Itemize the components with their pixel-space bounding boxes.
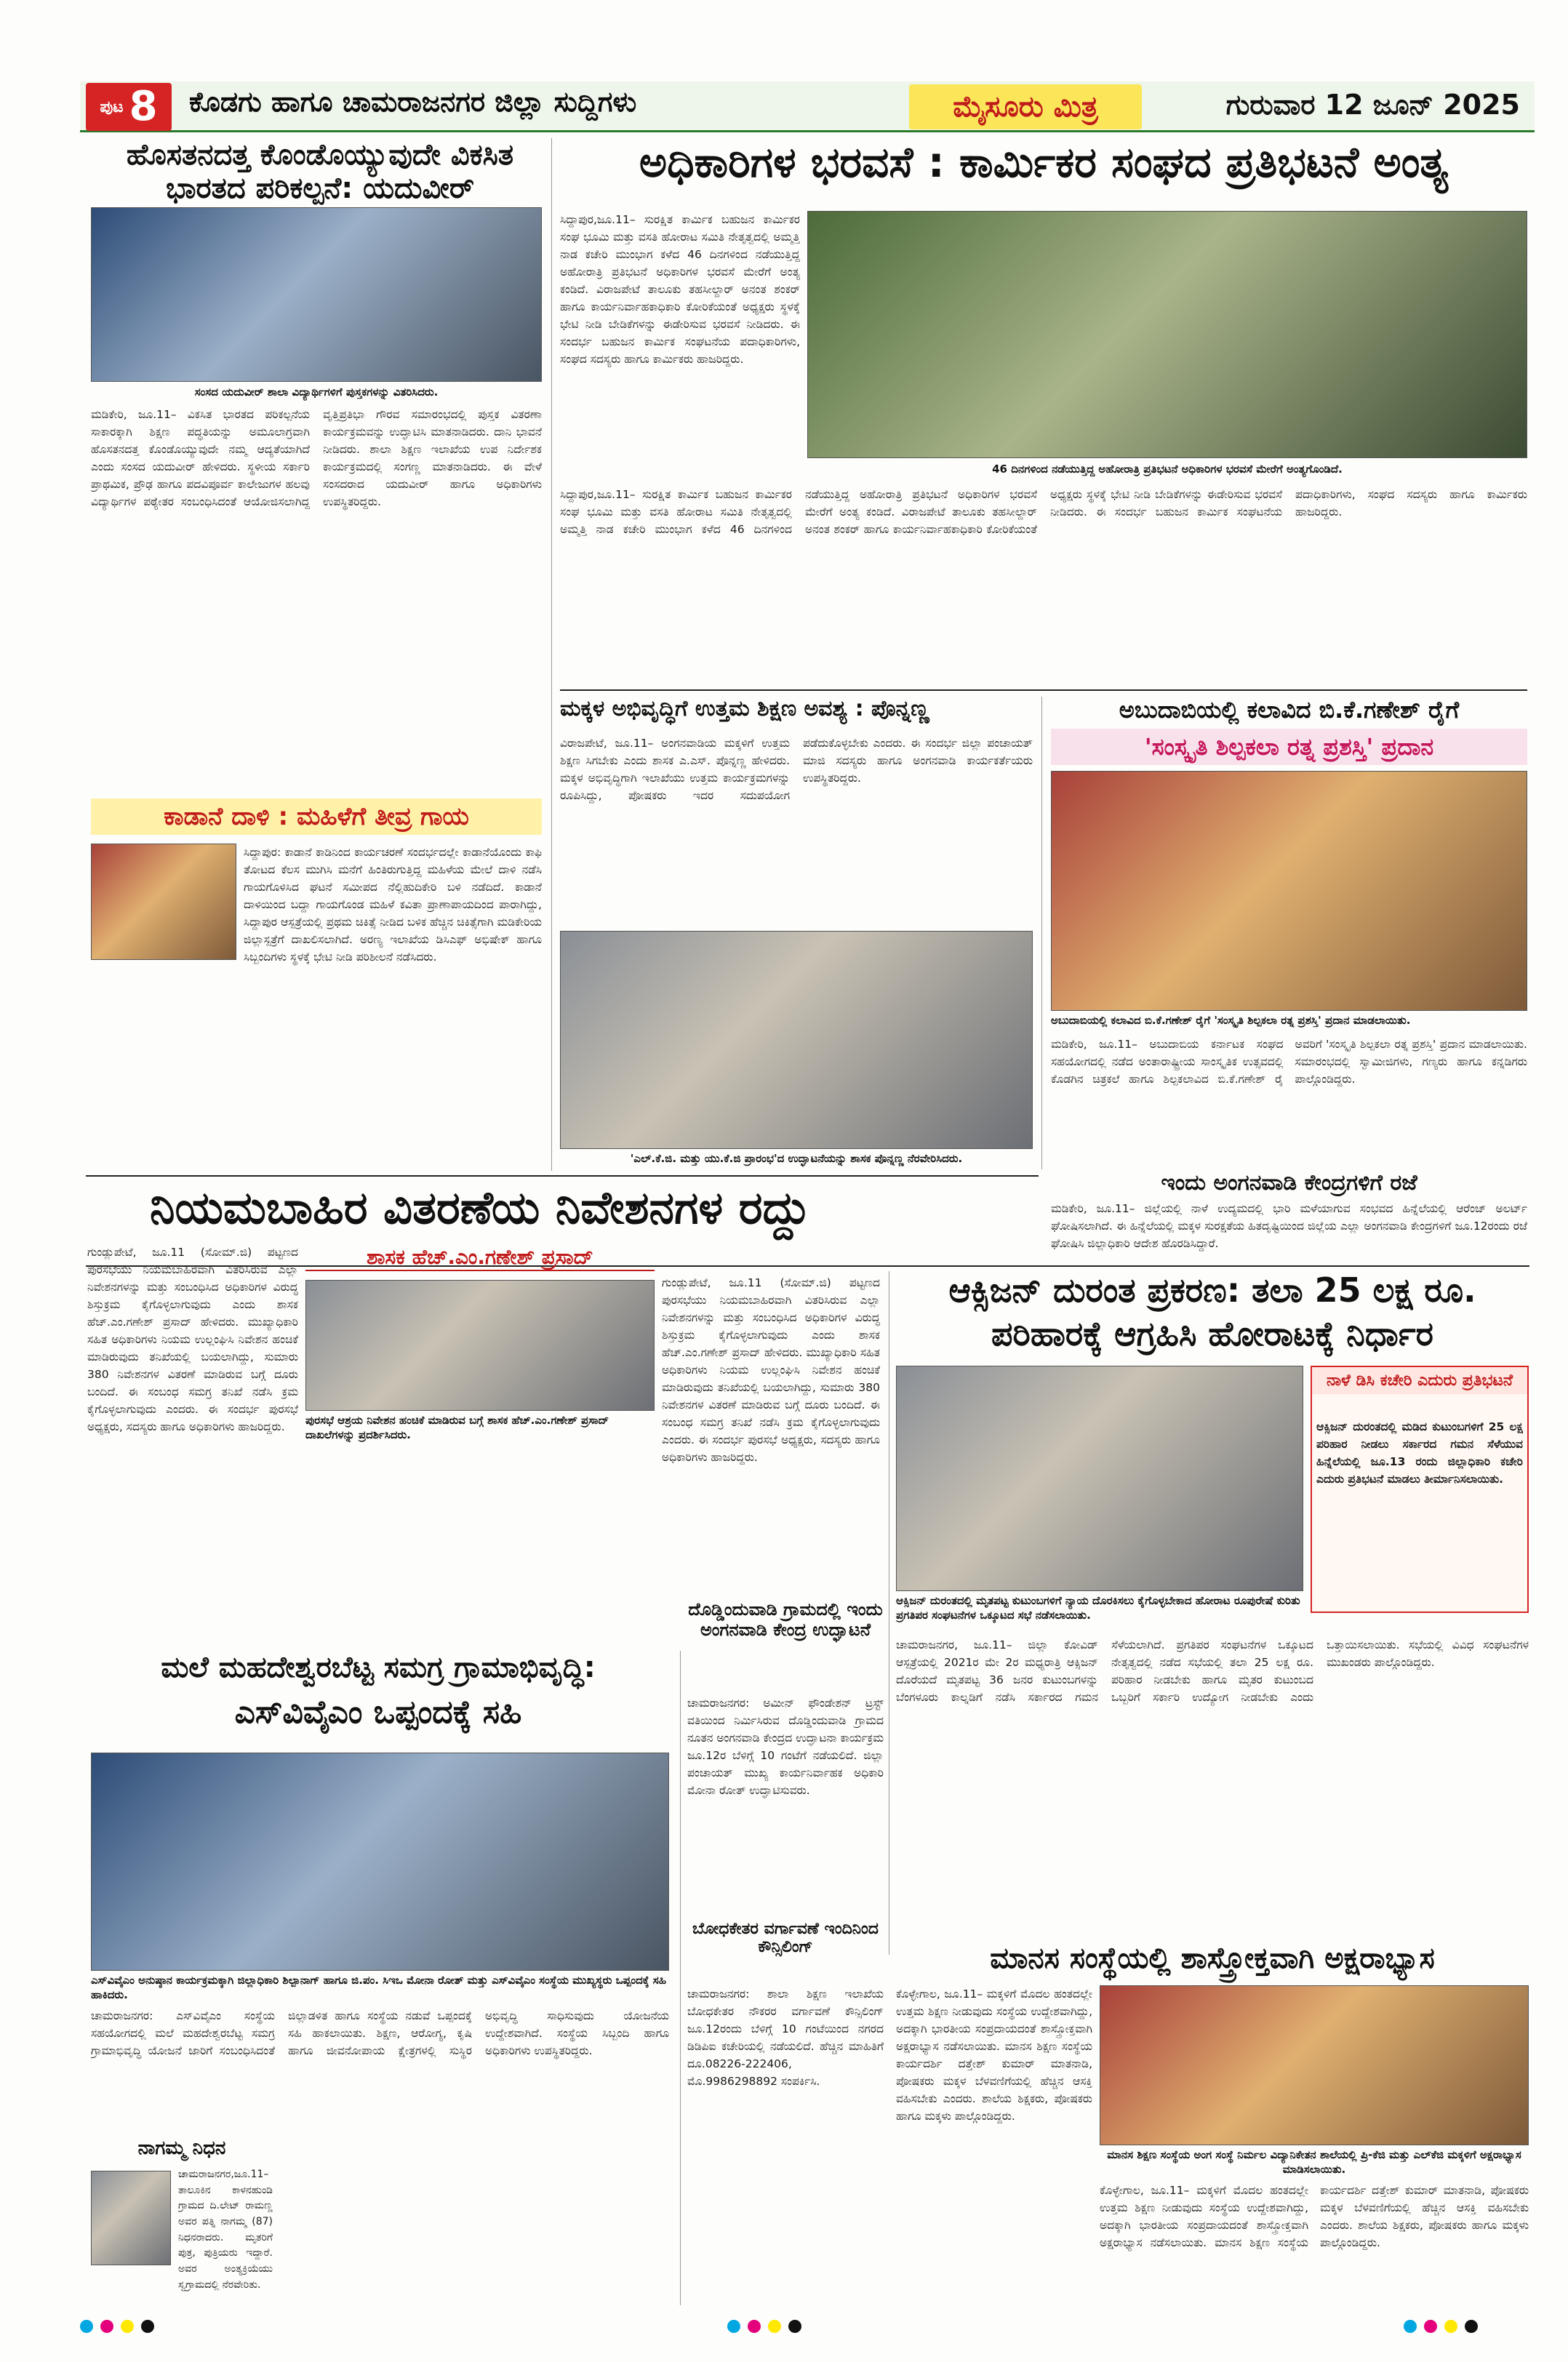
story1-caption: ಸಂಸದ ಯದುವೀರ್ ಶಾಲಾ ವಿದ್ಯಾರ್ಥಿಗಳಿಗೆ ಪುಸ್ತಕಗಳನ್ನು ವಿತರಿಸಿದರು. bbox=[194, 385, 439, 399]
story3-body: ವಿರಾಜಪೇಟೆ, ಜೂ.11– ಅಂಗನವಾಡಿಯ ಮಕ್ಕಳಿಗೆ ಉತ್ತಮ ಶಿಕ್ಷಣ ಸಿಗಬೇಕು ಎಂದು ಶಾಸಕ ಎ.ಎಸ್. ಪೊನ್ನಣ್ಣ ಹೇಳಿದರು. ಮಕ್ಕಳ ಅಭಿವೃದ್ಧಿಗಾಗಿ ಇಲಾಖೆಯು ಉತ್ತಮ ಕಾರ್ಯಕ್ರಮಗಳನ್ನು ರೂಪಿಸಿದ್ದು, ಪೋಷಕರು ಇದರ ಸದುಪಯೋಗ ಪಡೆದುಕೊಳ್ಳಬೇಕು ಎಂದರು. ಈ ಸಂದರ್ಭ ಜಿಲ್ಲಾ ಪಂಚಾಯತ್ ಮಾಜಿ ಸದಸ್ಯರು ಹಾಗೂ ಅಂಗನವಾಡಿ ಕಾರ್ಯಕರ್ತೆಯರು ಉಪಸ್ಥಿತರಿದ್ದರು. bbox=[560, 737, 1033, 803]
kadane-headline: ಕಾಡಾನೆ ದಾಳಿ : ಮಹಿಳೆಗೆ ತೀವ್ರ ಗಾಯ bbox=[91, 798, 542, 835]
black-dot bbox=[141, 2320, 154, 2333]
story4-body: ಮಡಿಕೇರಿ, ಜೂ.11– ಅಬುದಾಬಿಯ ಕರ್ನಾಟಕ ಸಂಘದ ಸಹಯೋಗದಲ್ಲಿ ನಡೆದ ಅಂತಾರಾಷ್ಟ್ರೀಯ ಸಾಂಸ್ಕೃತಿಕ ಉತ್ಸವದಲ್ಲಿ ಕೊಡಗಿನ ಚಿತ್ರಕಲೆ ಹಾಗೂ ಶಿಲ್ಪಕಲಾವಿದ ಬಿ.ಕೆ.ಗಣೇಶ್ ರೈ ಅವರಿಗೆ 'ಸಂಸ್ಕೃತಿ ಶಿಲ್ಪಕಲಾ ರತ್ನ ಪ್ರಶಸ್ತಿ' ಪ್ರದಾನ ಮಾಡಲಾಯಿತು. ಸಮಾರಂಭದಲ್ಲಿ ಸ್ವಾಮೀಜಿಗಳು, ಗಣ್ಯರು ಹಾಗೂ ಕನ್ನಡಿಗರು ಪಾಲ್ಗೊಂಡಿದ್ದರು. bbox=[1051, 1038, 1527, 1086]
story10-headline: ಬೋಧಕೇತರ ವರ್ಗಾವಣೆ ಇಂದಿನಿಂದ ಕೌನ್ಸಿಲಿಂಗ್ bbox=[692, 1920, 879, 1957]
story4-headline-2: 'ಸಂಸ್ಕೃತಿ ಶಿಲ್ಪಕಲಾ ರತ್ನ ಪ್ರಶಸ್ತಿ' ಪ್ರದಾನ bbox=[1051, 729, 1527, 765]
story6-banner: ಶಾಸಕ ಹೆಚ್.ಎಂ.ಗಣೇಶ್ ಪ್ರಸಾದ್ bbox=[305, 1245, 655, 1271]
magenta-dot bbox=[748, 2320, 761, 2333]
story4-headline-1: ಅಬುದಾಬಿಯಲ್ಲಿ ಕಲಾವಿದ ಬಿ.ಕೆ.ಗಣೇಶ್ ರೈಗೆ bbox=[1119, 696, 1460, 724]
story8-caption: ಎಸ್‌ವಿವೈಎಂ ಅನುಷ್ಠಾನ ಕಾರ್ಯಕ್ರಮಕ್ಕಾಗಿ ಜಿಲ್ಲಾಧಿಕಾರಿ ಶಿಲ್ಪಾನಾಗ್ ಹಾಗೂ ಜಿ.ಪಂ. ಸಿಇಒ ಮೋನಾ ರೋತ್ ಮತ್ತು ಎಸ್‌ವಿವೈಎಂ ಸಂಸ್ಥೆಯ ಮುಖ್ಯಸ್ಥರು ಒಪ್ಪಂದಕ್ಕೆ ಸಹಿ ಹಾಕಿದರು. bbox=[91, 1974, 667, 2001]
cyan-dot bbox=[727, 2320, 740, 2333]
story9-body: ಚಾಮರಾಜನಗರ: ಅಮೀನ್ ಫೌಂಡೇಶನ್ ಟ್ರಸ್ಟ್ ವತಿಯಿಂದ ನಿರ್ಮಿಸಿರುವ ದೊಡ್ಡಿಂದುವಾಡಿ ಗ್ರಾಮದ ನೂತನ ಅಂಗನವಾಡಿ ಕೇಂದ್ರದ ಉದ್ಘಾಟನಾ ಕಾರ್ಯಕ್ರಮ ಜೂ.12ರ ಬೆಳಿಗ್ಗೆ 10 ಗಂಟೆಗೆ ನಡೆಯಲಿದೆ. ಜಿಲ್ಲಾ ಪಂಚಾಯತ್ ಮುಖ್ಯ ಕಾರ್ಯನಿರ್ವಾಹಕ ಅಧಿಕಾರಿ ಮೋನಾ ರೋತ್ ಉದ್ಘಾಟಿಸುವರು. bbox=[687, 1697, 884, 1798]
obit-photo bbox=[91, 2171, 171, 2265]
story7-caption: ಆಕ್ಸಿಜನ್ ದುರಂತದಲ್ಲಿ ಮೃತಪಟ್ಟ ಕುಟುಂಬಗಳಿಗೆ ನ್ಯಾಯ ದೊರಕಿಸಲು ಕೈಗೊಳ್ಳಬೇಕಾದ ಹೋರಾಟ ರೂಪುರೇಷೆ ಕುರಿತು ಪ್ರಗತಿಪರ ಸಂಘಟನೆಗಳ ಒಕ್ಕೂಟದ ಸಭೆ ನಡೆಸಲಾಯಿತು. bbox=[896, 1594, 1300, 1622]
registration-dots-right bbox=[1404, 2320, 1478, 2333]
story10-body: ಚಾಮರಾಜನಗರ: ಶಾಲಾ ಶಿಕ್ಷಣ ಇಲಾಖೆಯ ಬೋಧಕೇತರ ನೌಕರರ ವರ್ಗಾವಣೆ ಕೌನ್ಸಿಲಿಂಗ್ ಜೂ.12ರಂದು ಬೆಳಿಗ್ಗೆ 10 ಗಂಟೆಯಿಂದ ನಗರದ ಡಿಡಿಪಿಐ ಕಚೇರಿಯಲ್ಲಿ ನಡೆಯಲಿದೆ. ಹೆಚ್ಚಿನ ಮಾಹಿತಿಗೆ ದೂ.08226-222406, ಮೊ.9986298892 ಸಂಪರ್ಕಿಸಿ. bbox=[687, 1987, 884, 2089]
story3-photo bbox=[560, 931, 1033, 1149]
magenta-dot bbox=[100, 2320, 113, 2333]
story6-body: ಗುಂಡ್ಲುಪೇಟೆ, ಜೂ.11 (ಸೋಮ್.ಜಿ) ಪಟ್ಟಣದ ಪುರಸಭೆಯು ನಿಯಮಬಾಹಿರವಾಗಿ ವಿತರಿಸಿರುವ ಎಲ್ಲಾ ನಿವೇಶನಗಳನ್ನು ಮತ್ತು ಸಂಬಂಧಿಸಿದ ಅಧಿಕಾರಿಗಳ ವಿರುದ್ಧ ಶಿಸ್ತುಕ್ರಮ ಕೈಗೊಳ್ಳಲಾಗುವುದು ಎಂದು ಶಾಸಕ ಹೆಚ್.ಎಂ.ಗಣೇಶ್ ಪ್ರಸಾದ್ ಹೇಳಿದರು. ಮುಖ್ಯಾಧಿಕಾರಿ ಸಹಿತ ಅಧಿಕಾರಿಗಳು ನಿಯಮ ಉಲ್ಲಂಘಿಸಿ ನಿವೇಶನ ಹಂಚಿಕೆ ಮಾಡಿರುವುದು ತನಿಖೆಯಲ್ಲಿ ಬಯಲಾಗಿದ್ದು, ಸುಮಾರು 380 ನಿವೇಶನಗಳ ವಿತರಣೆ ಮಾಡಿರುವ ಬಗ್ಗೆ ದೂರು ಬಂದಿದೆ. ಈ ಸಂಬಂಧ ಸಮಗ್ರ ತನಿಖೆ ನಡೆಸಿ ಕ್ರಮ ಕೈಗೊಳ್ಳಲಾಗುವುದು ಎಂದರು. ಈ ಸಂದರ್ಭ ಪುರಸಭೆ ಅಧ್ಯಕ್ಷರು, ಸದಸ್ಯರು ಹಾಗೂ ಅಧಿಕಾರಿಗಳು ಹಾಜರಿದ್ದರು. bbox=[87, 1246, 298, 1434]
issue-date: ಗುರುವಾರ 12 ಜೂನ್ 2025 bbox=[1225, 89, 1520, 121]
story6-body-2: ಗುಂಡ್ಲುಪೇಟೆ, ಜೂ.11 (ಸೋಮ್.ಜಿ) ಪಟ್ಟಣದ ಪುರಸಭೆಯು ನಿಯಮಬಾಹಿರವಾಗಿ ವಿತರಿಸಿರುವ ಎಲ್ಲಾ ನಿವೇಶನಗಳನ್ನು ಮತ್ತು ಸಂಬಂಧಿಸಿದ ಅಧಿಕಾರಿಗಳ ವಿರುದ್ಧ ಶಿಸ್ತುಕ್ರಮ ಕೈಗೊಳ್ಳಲಾಗುವುದು ಎಂದು ಶಾಸಕ ಹೆಚ್.ಎಂ.ಗಣೇಶ್ ಪ್ರಸಾದ್ ಹೇಳಿದರು. ಮುಖ್ಯಾಧಿಕಾರಿ ಸಹಿತ ಅಧಿಕಾರಿಗಳು ನಿಯಮ ಉಲ್ಲಂಘಿಸಿ ನಿವೇಶನ ಹಂಚಿಕೆ ಮಾಡಿರುವುದು ತನಿಖೆಯಲ್ಲಿ ಬಯಲಾಗಿದ್ದು, ಸುಮಾರು 380 ನಿವೇಶನಗಳ ವಿತರಣೆ ಮಾಡಿರುವ ಬಗ್ಗೆ ದೂರು ಬಂದಿದೆ. ಈ ಸಂಬಂಧ ಸಮಗ್ರ ತನಿಖೆ ನಡೆಸಿ ಕ್ರಮ ಕೈಗೊಳ್ಳಲಾಗುವುದು ಎಂದರು. ಈ ಸಂದರ್ಭ ಪುರಸಭೆ ಅಧ್ಯಕ್ಷರು, ಸದಸ್ಯರು ಹಾಗೂ ಅಧಿಕಾರಿಗಳು ಹಾಜರಿದ್ದರು. bbox=[662, 1276, 880, 1465]
story6-headline: ನಿಯಮಬಾಹಿರ ವಿತರಣೆಯ ನಿವೇಶನಗಳ ರದ್ದು bbox=[150, 1181, 810, 1234]
yellow-dot bbox=[1444, 2320, 1457, 2333]
black-dot bbox=[788, 2320, 801, 2333]
column-divider-1 bbox=[551, 138, 552, 1171]
section-title: ಕೊಡಗು ಹಾಗೂ ಚಾಮರಾಜನಗರ ಜಿಲ್ಲಾ ಸುದ್ದಿಗಳು bbox=[189, 86, 637, 118]
divider-horizontal-2 bbox=[86, 1265, 1529, 1267]
story11-photo bbox=[1100, 1985, 1529, 2145]
page-label: ಪುಟ bbox=[100, 97, 124, 116]
story11-headline: ಮಾನಸ ಸಂಸ್ಥೆಯಲ್ಲಿ ಶಾಸ್ತ್ರೋಕ್ತವಾಗಿ ಅಕ್ಷರಾಭ್ಯಾಸ bbox=[990, 1942, 1435, 1975]
page-number: 8 bbox=[129, 83, 158, 130]
registration-dots-left bbox=[80, 2320, 154, 2333]
divider-horizontal bbox=[86, 1175, 1039, 1177]
story7-photo bbox=[896, 1366, 1303, 1591]
kadane-body: ಸಿದ್ದಾಪುರ: ಕಾಡಾನೆ ಕಾಡಿನಿಂದ ಕಾರ್ಯಚರಣೆ ಸಂದರ್ಭದಲ್ಲೇ ಕಾಡಾನೆಯೊಂದು ಕಾಫಿ ತೋಟದ ಕೆಲಸ ಮುಗಿಸಿ ಮನೆಗೆ ಹಿಂತಿರುಗುತ್ತಿದ್ದ ಮಹಿಳೆಯ ಮೇಲೆ ದಾಳಿ ನಡೆಸಿ ಗಾಯಗೊಳಿಸಿದ ಘಟನೆ ಸಮೀಪದ ನೆಲ್ಲಿಹುದಿಕೇರಿ ಬಳಿ ನಡೆದಿದೆ. ಕಾಡಾನೆ ದಾಳಿಯಿಂದ ಬದ್ದಾ ಗಾಯಗೊಂಡ ಮಹಿಳೆ ಕವಿತಾ ಪ್ರಾಣಾಪಾಯದಿಂದ ಪಾರಾಗಿದ್ದು, ಸಿದ್ದಾಪುರ ಆಸ್ಪತ್ರೆಯಲ್ಲಿ ಪ್ರಥಮ ಚಿಕಿತ್ಸೆ ನೀಡಿದ ಬಳಿಕ ಹೆಚ್ಚಿನ ಚಿಕಿತ್ಸೆಗಾಗಿ ಮಡಿಕೇರಿಯ ಜಿಲ್ಲಾಸ್ಪತ್ರೆಗೆ ದಾಖಲಿಸಲಾಗಿದೆ. ಅರಣ್ಯ ಇಲಾಖೆಯ ಡಿಸಿಎಫ್ ಅಭಿಷೇಕ್ ಹಾಗೂ ಸಿಬ್ಬಂದಿಗಳು ಸ್ಥಳಕ್ಕೆ ಭೇಟಿ ನೀಡಿ ಪರಿಶೀಲನೆ ನಡೆಸಿದರು. bbox=[244, 846, 542, 964]
story2-headline: ಅಧಿಕಾರಿಗಳ ಭರವಸೆ : ಕಾರ್ಮಿಕರ ಸಂಘದ ಪ್ರತಿಭಟನೆ ಅಂತ್ಯ bbox=[639, 137, 1449, 187]
story2-body-lead: ಸಿದ್ದಾಪುರ,ಜೂ.11– ಸುರಕ್ಷಿತ ಕಾರ್ಮಿಕ ಬಹುಜನ ಕಾರ್ಮಿಕರ ಸಂಘ ಭೂಮಿ ಮತ್ತು ವಸತಿ ಹೋರಾಟ ಸಮಿತಿ ನೇತೃತ್ವದಲ್ಲಿ ಅಮ್ಮತ್ತಿ ನಾಡ ಕಚೇರಿ ಮುಂಭಾಗ ಕಳೆದ 46 ದಿನಗಳಿಂದ ನಡೆಯುತ್ತಿದ್ದ ಅಹೋರಾತ್ರಿ ಪ್ರತಿಭಟನೆ ಅಧಿಕಾರಿಗಳ ಭರವಸೆ ಮೇರೆಗೆ ಅಂತ್ಯ ಕಂಡಿದೆ. ವಿರಾಜಪೇಟೆ ತಾಲೂಕು ತಹಸೀಲ್ದಾರ್ ಅನಂತ ಶಂಕರ್ ಹಾಗೂ ಕಾರ್ಯನಿರ್ವಾಹಕಾಧಿಕಾರಿ ಕೋರಿಕೆಯಂತೆ ಅಧ್ಯಕ್ಷರು ಸ್ಥಳಕ್ಕೆ ಭೇಟಿ ನೀಡಿ ಬೇಡಿಕೆಗಳನ್ನು ಈಡೇರಿಸುವ ಭರವಸೆ ನೀಡಿದರು. ಈ ಸಂದರ್ಭ ಬಹುಜನ ಕಾರ್ಮಿಕ ಸಂಘಟನೆಯ ಪದಾಧಿಕಾರಿಗಳು, ಸಂಘದ ಸದಸ್ಯರು ಹಾಗೂ ಕಾರ್ಮಿಕರು ಹಾಜರಿದ್ದರು. bbox=[560, 213, 800, 367]
story2-caption: 46 ದಿನಗಳಿಂದ ನಡೆಯುತ್ತಿದ್ದ ಅಹೋರಾತ್ರಿ ಪ್ರತಿಭಟನೆ ಅಧಿಕಾರಿಗಳ ಭರವಸೆ ಮೇರೆಗೆ ಅಂತ್ಯಗೊಂಡಿದೆ. bbox=[992, 463, 1343, 476]
story4-caption: ಅಬುದಾಬಿಯಲ್ಲಿ ಕಲಾವಿದ ಬಿ.ಕೆ.ಗಣೇಶ್ ರೈಗೆ 'ಸಂಸ್ಕೃತಿ ಶಿಲ್ಪಕಲಾ ರತ್ನ ಪ್ರಶಸ್ತಿ' ಪ್ರದಾನ ಮಾಡಲಾಯಿತು. bbox=[1051, 1014, 1411, 1027]
story1-headline: ಹೊಸತನದತ್ತ ಕೊಂಡೊಯ್ಯುವುದೇ ವಿಕಸಿತ ಭಾರತದ ಪರಿಕಲ್ಪನೆ: ಯದುವೀರ್ bbox=[126, 138, 514, 205]
kadane-photo bbox=[91, 844, 236, 960]
divider-mid bbox=[560, 689, 1527, 691]
magenta-dot bbox=[1424, 2320, 1437, 2333]
story7-headline-1: ಆಕ್ಸಿಜನ್ ದುರಂತ ಪ್ರಕರಣ: ತಲಾ 25 ಲಕ್ಷ ರೂ. bbox=[948, 1270, 1476, 1310]
story9-headline: ದೊಡ್ಡಿಂದುವಾಡಿ ಗ್ರಾಮದಲ್ಲಿ ಇಂದು ಅಂಗನವಾಡಿ ಕೇಂದ್ರ ಉದ್ಘಾಟನೆ bbox=[688, 1599, 883, 1640]
cyan-dot bbox=[80, 2320, 93, 2333]
story5-body: ಮಡಿಕೇರಿ, ಜೂ.11– ಜಿಲ್ಲೆಯಲ್ಲಿ ನಾಳೆ ಉದ್ಯಮದಲ್ಲಿ ಭಾರಿ ಮಳೆಯಾಗುವ ಸಂಭವದ ಹಿನ್ನೆಲೆಯಲ್ಲಿ ಆರೆಂಜ್ ಅಲರ್ಟ್ ಘೋಷಿಸಲಾಗಿದೆ. ಈ ಹಿನ್ನೆಲೆಯಲ್ಲಿ ಮಕ್ಕಳ ಸುರಕ್ಷತೆಯ ಹಿತದೃಷ್ಟಿಯಿಂದ ಜಿಲ್ಲೆಯ ಎಲ್ಲಾ ಅಂಗನವಾಡಿ ಕೇಂದ್ರಗಳಿಗೆ ಜೂ.12ರಂದು ರಜೆ ಘೋಷಿಸಿ ಜಿಲ್ಲಾಧಿಕಾರಿ ಆದೇಶ ಹೊರಡಿಸಿದ್ದಾರೆ. bbox=[1051, 1202, 1527, 1251]
column-divider-2 bbox=[1041, 697, 1042, 1169]
yellow-dot bbox=[768, 2320, 781, 2333]
story7-box-body: ಆಕ್ಸಿಜನ್ ದುರಂತದಲ್ಲಿ ಮಡಿದ ಕುಟುಂಬಗಳಿಗೆ 25 ಲಕ್ಷ ಪರಿಹಾರ ನೀಡಲು ಸರ್ಕಾರದ ಗಮನ ಸೆಳೆಯುವ ಹಿನ್ನೆಲೆಯಲ್ಲಿ ಜೂ.13 ರಂದು ಜಿಲ್ಲಾಧಿಕಾರಿ ಕಚೇರಿ ಎದುರು ಪ್ರತಿಭಟನೆ ಮಾಡಲು ತೀರ್ಮಾನಿಸಲಾಯಿತು. bbox=[1316, 1420, 1523, 1486]
story4-photo bbox=[1051, 771, 1527, 1011]
story7-headline-2: ಪರಿಹಾರಕ್ಕೆ ಆಗ್ರಹಿಸಿ ಹೋರಾಟಕ್ಕೆ ನಿರ್ಧಾರ bbox=[991, 1314, 1433, 1353]
story11-body-2: ಕೊಳ್ಳೇಗಾಲ, ಜೂ.11– ಮಕ್ಕಳಿಗೆ ಮೊದಲ ಹಂತದಲ್ಲೇ ಉತ್ತಮ ಶಿಕ್ಷಣ ನೀಡುವುದು ಸಂಸ್ಥೆಯ ಉದ್ದೇಶವಾಗಿದ್ದು, ಅದಕ್ಕಾಗಿ ಭಾರತೀಯ ಸಂಪ್ರದಾಯದಂತೆ ಶಾಸ್ತ್ರೋಕ್ತವಾಗಿ ಅಕ್ಷರಾಭ್ಯಾಸ ನಡೆಸಲಾಯಿತು. ಮಾನಸ ಶಿಕ್ಷಣ ಸಂಸ್ಥೆಯ ಕಾರ್ಯದರ್ಶಿ ದತ್ತೇಶ್ ಕುಮಾರ್ ಮಾತನಾಡಿ, ಪೋಷಕರು ಮಕ್ಕಳ ಬೆಳವಣಿಗೆಯಲ್ಲಿ ಹೆಚ್ಚಿನ ಆಸಕ್ತಿ ವಹಿಸಬೇಕು ಎಂದರು. ಶಾಲೆಯ ಶಿಕ್ಷಕರು, ಪೋಷಕರು ಹಾಗೂ ಮಕ್ಕಳು ಪಾಲ್ಗೊಂಡಿದ್ದರು. bbox=[1100, 2184, 1529, 2250]
page-number-box bbox=[86, 83, 172, 131]
obit-headline: ನಾಗಮ್ಮ ನಿಧನ bbox=[91, 2138, 273, 2160]
story2-body: ಸಿದ್ದಾಪುರ,ಜೂ.11– ಸುರಕ್ಷಿತ ಕಾರ್ಮಿಕ ಬಹುಜನ ಕಾರ್ಮಿಕರ ಸಂಘ ಭೂಮಿ ಮತ್ತು ವಸತಿ ಹೋರಾಟ ಸಮಿತಿ ನೇತೃತ್ವದಲ್ಲಿ ಅಮ್ಮತ್ತಿ ನಾಡ ಕಚೇರಿ ಮುಂಭಾಗ ಕಳೆದ 46 ದಿನಗಳಿಂದ ನಡೆಯುತ್ತಿದ್ದ ಅಹೋರಾತ್ರಿ ಪ್ರತಿಭಟನೆ ಅಧಿಕಾರಿಗಳ ಭರವಸೆ ಮೇರೆಗೆ ಅಂತ್ಯ ಕಂಡಿದೆ. ವಿರಾಜಪೇಟೆ ತಾಲೂಕು ತಹಸೀಲ್ದಾರ್ ಅನಂತ ಶಂಕರ್ ಹಾಗೂ ಕಾರ್ಯನಿರ್ವಾಹಕಾಧಿಕಾರಿ ಕೋರಿಕೆಯಂತೆ ಅಧ್ಯಕ್ಷರು ಸ್ಥಳಕ್ಕೆ ಭೇಟಿ ನೀಡಿ ಬೇಡಿಕೆಗಳನ್ನು ಈಡೇರಿಸುವ ಭರವಸೆ ನೀಡಿದರು. ಈ ಸಂದರ್ಭ ಬಹುಜನ ಕಾರ್ಮಿಕ ಸಂಘಟನೆಯ ಪದಾಧಿಕಾರಿಗಳು, ಸಂಘದ ಸದಸ್ಯರು ಹಾಗೂ ಕಾರ್ಮಿಕರು ಹಾಜರಿದ್ದರು. bbox=[560, 488, 1527, 537]
story11-body: ಕೊಳ್ಳೇಗಾಲ, ಜೂ.11– ಮಕ್ಕಳಿಗೆ ಮೊದಲ ಹಂತದಲ್ಲೇ ಉತ್ತಮ ಶಿಕ್ಷಣ ನೀಡುವುದು ಸಂಸ್ಥೆಯ ಉದ್ದೇಶವಾಗಿದ್ದು, ಅದಕ್ಕಾಗಿ ಭಾರತೀಯ ಸಂಪ್ರದಾಯದಂತೆ ಶಾಸ್ತ್ರೋಕ್ತವಾಗಿ ಅಕ್ಷರಾಭ್ಯಾಸ ನಡೆಸಲಾಯಿತು. ಮಾನಸ ಶಿಕ್ಷಣ ಸಂಸ್ಥೆಯ ಕಾರ್ಯದರ್ಶಿ ದತ್ತೇಶ್ ಕುಮಾರ್ ಮಾತನಾಡಿ, ಪೋಷಕರು ಮಕ್ಕಳ ಬೆಳವಣಿಗೆಯಲ್ಲಿ ಹೆಚ್ಚಿನ ಆಸಕ್ತಿ ವಹಿಸಬೇಕು ಎಂದರು. ಶಾಲೆಯ ಶಿಕ್ಷಕರು, ಪೋಷಕರು ಹಾಗೂ ಮಕ್ಕಳು ಪಾಲ್ಗೊಂಡಿದ್ದರು. bbox=[896, 1987, 1092, 2123]
story8-headline-2: ಎಸ್‌ವಿವೈಎಂ ಒಪ್ಪಂದಕ್ಕೆ ಸಹಿ bbox=[234, 1694, 522, 1731]
story8-headline-1: ಮಲೆ ಮಹದೇಶ್ವರಬೆಟ್ಟ ಸಮಗ್ರ ಗ್ರಾಮಾಭಿವೃದ್ಧಿ: bbox=[161, 1651, 596, 1684]
story2-photo bbox=[807, 211, 1527, 458]
black-dot bbox=[1465, 2320, 1478, 2333]
story3-headline: ಮಕ್ಕಳ ಅಭಿವೃದ್ಧಿಗೆ ಉತ್ತಮ ಶಿಕ್ಷಣ ಅವಶ್ಯ : ಪೊನ್ನಣ್ಣ bbox=[560, 696, 929, 721]
newspaper-brand: ಮೈಸೂರು ಮಿತ್ರ bbox=[909, 84, 1142, 129]
story5-headline: ಇಂದು ಅಂಗನವಾಡಿ ಕೇಂದ್ರಗಳಿಗೆ ರಜೆ bbox=[1161, 1170, 1417, 1196]
story8-body: ಚಾಮರಾಜನಗರ: ಎಸ್‌ವಿವೈಎಂ ಸಂಸ್ಥೆಯ ಸಹಯೋಗದಲ್ಲಿ ಮಲೆ ಮಹದೇಶ್ವರಬೆಟ್ಟ ಸಮಗ್ರ ಗ್ರಾಮಾಭಿವೃದ್ಧಿ ಯೋಜನೆ ಜಾರಿಗೆ ಸಂಬಂಧಿಸಿದಂತೆ ಜಿಲ್ಲಾಡಳಿತ ಹಾಗೂ ಸಂಸ್ಥೆಯ ನಡುವೆ ಒಪ್ಪಂದಕ್ಕೆ ಸಹಿ ಹಾಕಲಾಯಿತು. ಶಿಕ್ಷಣ, ಆರೋಗ್ಯ, ಕೃಷಿ ಹಾಗೂ ಜೀವನೋಪಾಯ ಕ್ಷೇತ್ರಗಳಲ್ಲಿ ಸುಸ್ಥಿರ ಅಭಿವೃದ್ಧಿ ಸಾಧಿಸುವುದು ಯೋಜನೆಯ ಉದ್ದೇಶವಾಗಿದೆ. ಸಂಸ್ಥೆಯ ಸಿಬ್ಬಂದಿ ಹಾಗೂ ಅಧಿಕಾರಿಗಳು ಉಪಸ್ಥಿತರಿದ್ದರು. bbox=[91, 2009, 669, 2058]
cyan-dot bbox=[1404, 2320, 1417, 2333]
story3-caption: 'ಎಲ್.ಕೆ.ಜಿ. ಮತ್ತು ಯು.ಕೆ.ಜಿ ಪ್ರಾರಂಭ'ದ ಉದ್ಘಾಟನೆಯನ್ನು ಶಾಸಕ ಪೊನ್ನಣ್ಣ ನೆರವೇರಿಸಿದರು. bbox=[630, 1152, 963, 1165]
story1-body: ಮಡಿಕೇರಿ, ಜೂ.11– ವಿಕಸಿತ ಭಾರತದ ಪರಿಕಲ್ಪನೆಯ ಸಾಕಾರಕ್ಕಾಗಿ ಶಿಕ್ಷಣ ಪದ್ಧತಿಯನ್ನು ಅಮೂಲಾಗ್ರವಾಗಿ ಹೊಸತನದತ್ತ ಕೊಂಡೊಯ್ಯುವುದೇ ನಮ್ಮ ಆದ್ಯತೆಯಾಗಿದೆ ಎಂದು ಸಂಸದ ಯದುವೀರ್ ಹೇಳಿದರು. ಸ್ಥಳೀಯ ಸರ್ಕಾರಿ ಪ್ರಾಥಮಿಕ, ಪ್ರೌಢ ಹಾಗೂ ಪದವಿಪೂರ್ವ ಕಾಲೇಜುಗಳ ಹಲವು ವಿದ್ಯಾರ್ಥಿಗಳ ಪಠ್ಯೇತರ ಸಂಬಂಧಿಸಿದಂತೆ ಆಯೋಜಿಸಲಾಗಿದ್ದ ವೃತ್ತಿಪ್ರತಿಭಾ ಗೌರವ ಸಮಾರಂಭದಲ್ಲಿ ಪುಸ್ತಕ ವಿತರಣಾ ಕಾರ್ಯಕ್ರಮವನ್ನು ಉದ್ಘಾಟಿಸಿ ಮಾತನಾಡಿದರು. ದಾನಿ ಭಾವನೆ ನೀಡಿದರು. ಶಾಲಾ ಶಿಕ್ಷಣ ಇಲಾಖೆಯ ಉಪ ನಿರ್ದೇಶಕ ಕಾರ್ಯಕ್ರಮದಲ್ಲಿ ಸಂಗಣ್ಣ ಮಾತನಾಡಿದರು. ಈ ವೇಳೆ ಸಂಸದರಾದ ಯದುವೀರ್ ಹಾಗೂ ಅಧಿಕಾರಿಗಳು ಉಪಸ್ಥಿತರಿದ್ದರು. bbox=[91, 408, 542, 509]
story1-photo bbox=[91, 207, 542, 382]
obit-body: ಚಾಮರಾಜನಗರ,ಜೂ.11–ತಾಲೂಕಿನ ಕಾಳನಹುಂಡಿ ಗ್ರಾಮದ ದಿ.ಲೇಟ್ ರಾಮಣ್ಣ ಅವರ ಪತ್ನಿ ನಾಗಮ್ಮ (87) ನಿಧನರಾದರು. ಮೃತರಿಗೆ ಪುತ್ರ, ಪುತ್ರಿಯರು ಇದ್ದಾರೆ. ಅವರ ಅಂತ್ಯಕ್ರಿಯೆಯು ಸ್ವಗ್ರಾಮದಲ್ಲಿ ನೆರವೇರಿತು. bbox=[178, 2167, 273, 2305]
story8-photo bbox=[91, 1753, 669, 1971]
story11-caption: ಮಾನಸ ಶಿಕ್ಷಣ ಸಂಸ್ಥೆಯ ಅಂಗ ಸಂಸ್ಥೆ ನಿರ್ಮಲ ವಿದ್ಯಾನಿಕೇತನ ಶಾಲೆಯಲ್ಲಿ ಪ್ರಿ-ಕೆಜಿ ಮತ್ತು ಎಲ್‌ಕೆಜಿ ಮಕ್ಕಳಿಗೆ ಅಕ್ಷರಾಭ್ಯಾಸ ಮಾಡಿಸಲಾಯಿತು. bbox=[1107, 2148, 1521, 2176]
story7-body: ಚಾಮರಾಜನಗರ, ಜೂ.11– ಜಿಲ್ಲಾ ಕೋವಿಡ್ ಆಸ್ಪತ್ರೆಯಲ್ಲಿ 2021ರ ಮೇ 2ರ ಮಧ್ಯರಾತ್ರಿ ಆಕ್ಸಿಜನ್ ದೊರೆಯದೆ ಮೃತಪಟ್ಟ 36 ಜನರ ಕುಟುಂಬಗಳನ್ನು ಬೆಂಗಳೂರು ಕಾಲ್ನಡಿಗೆ ನಡೆಸಿ ಸರ್ಕಾರದ ಗಮನ ಸೆಳೆಯಲಾಗಿದೆ. ಪ್ರಗತಿಪರ ಸಂಘಟನೆಗಳ ಒಕ್ಕೂಟದ ನೇತೃತ್ವದಲ್ಲಿ ನಡೆದ ಸಭೆಯಲ್ಲಿ ತಲಾ 25 ಲಕ್ಷ ರೂ. ಪರಿಹಾರ ನೀಡಬೇಕು ಹಾಗೂ ಮೃತರ ಕುಟುಂಬದ ಒಬ್ಬರಿಗೆ ಸರ್ಕಾರಿ ಉದ್ಯೋಗ ನೀಡಬೇಕು ಎಂದು ಒತ್ತಾಯಿಸಲಾಯಿತು. ಸಭೆಯಲ್ಲಿ ವಿವಿಧ ಸಂಘಟನೆಗಳ ಮುಖಂಡರು ಪಾಲ್ಗೊಂಡಿದ್ದರು. bbox=[896, 1638, 1529, 1705]
column-divider-4 bbox=[680, 1651, 681, 2305]
yellow-dot bbox=[121, 2320, 134, 2333]
story6-caption: ಪುರಸಭೆ ಆಶ್ರಯ ನಿವೇಶನ ಹಂಚಿಕೆ ಮಾಡಿರುವ ಬಗ್ಗೆ ಶಾಸಕ ಹೆಚ್.ಎಂ.ಗಣೇಶ್ ಪ್ರಸಾದ್ ದಾಖಲೆಗಳನ್ನು ಪ್ರದರ್ಶಿಸಿದರು. bbox=[305, 1414, 609, 1441]
story6-photo bbox=[305, 1280, 655, 1411]
story7-box-title: ನಾಳೆ ಡಿಸಿ ಕಚೇರಿ ಎದುರು ಪ್ರತಿಭಟನೆ bbox=[1312, 1367, 1527, 1394]
registration-dots-center bbox=[727, 2320, 801, 2333]
